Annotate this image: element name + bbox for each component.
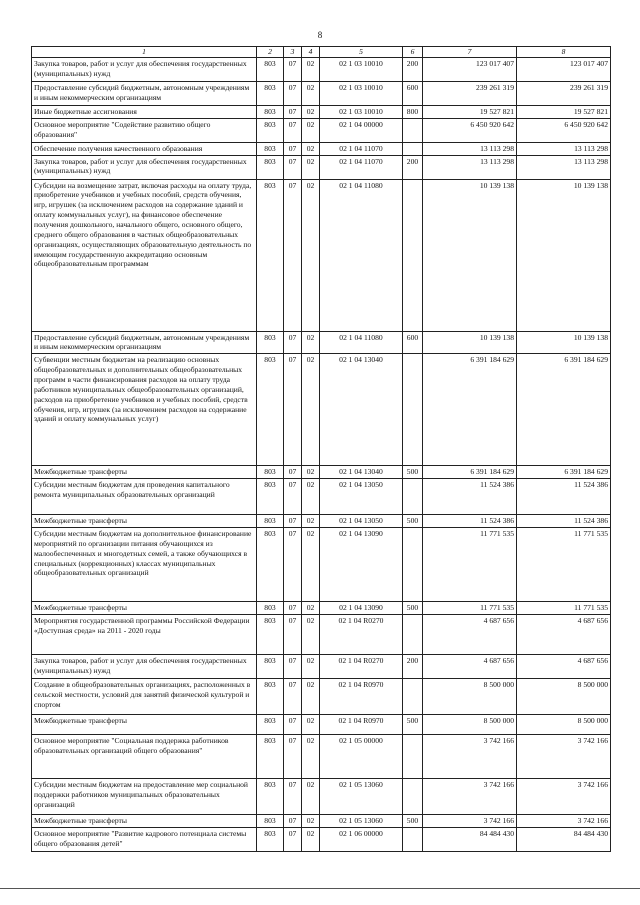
subsection-code: 02 (302, 654, 320, 678)
amount-year-2: 10 139 138 (517, 331, 611, 354)
table-row (32, 479, 611, 515)
amount-year-1: 4 687 656 (423, 654, 517, 678)
target-article-code: 02 1 03 10010 (320, 105, 403, 118)
section-code: 07 (284, 155, 302, 179)
expense-type-code: 500 (403, 714, 423, 734)
row-name: Обеспечение получения качественного образования (32, 142, 257, 155)
amount-year-2: 4 687 656 (517, 614, 611, 654)
ministry-code: 803 (257, 354, 284, 466)
ministry-code: 803 (257, 479, 284, 515)
ministry-code: 803 (257, 778, 284, 814)
ministry-code: 803 (257, 528, 284, 602)
table-row (32, 81, 611, 105)
ministry-code: 803 (257, 602, 284, 615)
expense-type-code: 600 (403, 331, 423, 354)
section-code: 07 (284, 602, 302, 615)
target-article-code: 02 1 06 00000 (320, 827, 403, 851)
amount-year-1: 13 113 298 (423, 142, 517, 155)
row-name: Закупка товаров, работ и услуг для обеспечения государственных (муниципальных) нужд (32, 654, 257, 678)
ministry-code: 803 (257, 734, 284, 778)
target-article-code: 02 1 04 00000 (320, 118, 403, 142)
section-code: 07 (284, 778, 302, 814)
column-header: 4 (302, 47, 320, 58)
column-header: 6 (403, 47, 423, 58)
amount-year-1: 19 527 821 (423, 105, 517, 118)
table-row (32, 515, 611, 528)
section-code: 07 (284, 105, 302, 118)
table-row (32, 614, 611, 654)
amount-year-2: 13 113 298 (517, 155, 611, 179)
subsection-code: 02 (302, 714, 320, 734)
ministry-code: 803 (257, 466, 284, 479)
row-name: Межбюджетные трансферты (32, 515, 257, 528)
table-row (32, 678, 611, 714)
row-name: Закупка товаров, работ и услуг для обеспечения государственных (муниципальных) нужд (32, 155, 257, 179)
row-name: Субсидии местным бюджетам на предоставление мер социальной поддержки работников муниципальных образовательных организаций (32, 778, 257, 814)
section-code: 07 (284, 734, 302, 778)
budget-body (32, 57, 611, 851)
subsection-code: 02 (302, 155, 320, 179)
amount-year-1: 8 500 000 (423, 714, 517, 734)
amount-year-1: 84 484 430 (423, 827, 517, 851)
expense-type-code (403, 734, 423, 778)
expense-type-code: 600 (403, 81, 423, 105)
ministry-code: 803 (257, 331, 284, 354)
subsection-code: 02 (302, 678, 320, 714)
expense-type-code (403, 142, 423, 155)
subsection-code: 02 (302, 602, 320, 615)
table-row (32, 179, 611, 331)
section-code: 07 (284, 466, 302, 479)
ministry-code: 803 (257, 155, 284, 179)
row-name: Межбюджетные трансферты (32, 814, 257, 827)
expense-type-code: 200 (403, 654, 423, 678)
table-row (32, 714, 611, 734)
section-code: 07 (284, 827, 302, 851)
target-article-code: 02 1 04 R0270 (320, 614, 403, 654)
section-code: 07 (284, 81, 302, 105)
row-name: Мероприятия государственной программы Российской Федерации «Доступная среда» на 2011 - 2020 годы (32, 614, 257, 654)
table-row (32, 118, 611, 142)
expense-type-code: 200 (403, 57, 423, 81)
ministry-code: 803 (257, 827, 284, 851)
target-article-code: 02 1 04 11070 (320, 142, 403, 155)
row-name: Предоставление субсидий бюджетным, автономным учреждениям и иным некоммерческим организациям (32, 81, 257, 105)
table-row (32, 602, 611, 615)
amount-year-1: 11 771 535 (423, 602, 517, 615)
column-number-row (32, 47, 611, 58)
section-code: 07 (284, 614, 302, 654)
amount-year-2: 3 742 166 (517, 734, 611, 778)
subsection-code: 02 (302, 331, 320, 354)
expense-type-code (403, 827, 423, 851)
amount-year-2: 84 484 430 (517, 827, 611, 851)
table-row (32, 331, 611, 354)
target-article-code: 02 1 04 13040 (320, 466, 403, 479)
ministry-code: 803 (257, 118, 284, 142)
ministry-code: 803 (257, 654, 284, 678)
amount-year-1: 11 524 386 (423, 515, 517, 528)
ministry-code: 803 (257, 142, 284, 155)
section-code: 07 (284, 118, 302, 142)
amount-year-1: 13 113 298 (423, 155, 517, 179)
column-header: 5 (320, 47, 403, 58)
expense-type-code (403, 479, 423, 515)
amount-year-2: 11 771 535 (517, 528, 611, 602)
section-code: 07 (284, 179, 302, 331)
subsection-code: 02 (302, 479, 320, 515)
row-name: Основное мероприятие "Развитие кадрового потенциала системы общего образования детей" (32, 827, 257, 851)
subsection-code: 02 (302, 354, 320, 466)
amount-year-1: 3 742 166 (423, 778, 517, 814)
subsection-code: 02 (302, 105, 320, 118)
amount-year-2: 11 771 535 (517, 602, 611, 615)
table-row (32, 466, 611, 479)
amount-year-1: 6 450 920 642 (423, 118, 517, 142)
target-article-code: 02 1 04 R0970 (320, 678, 403, 714)
expense-type-code (403, 528, 423, 602)
ministry-code: 803 (257, 105, 284, 118)
subsection-code: 02 (302, 57, 320, 81)
amount-year-2: 19 527 821 (517, 105, 611, 118)
target-article-code: 02 1 03 10010 (320, 81, 403, 105)
amount-year-1: 239 261 319 (423, 81, 517, 105)
section-code: 07 (284, 814, 302, 827)
section-code: 07 (284, 714, 302, 734)
expense-type-code: 800 (403, 105, 423, 118)
amount-year-1: 4 687 656 (423, 614, 517, 654)
table-row (32, 778, 611, 814)
subsection-code: 02 (302, 528, 320, 602)
section-code: 07 (284, 515, 302, 528)
section-code: 07 (284, 528, 302, 602)
amount-year-2: 11 524 386 (517, 479, 611, 515)
ministry-code: 803 (257, 714, 284, 734)
expense-type-code: 500 (403, 814, 423, 827)
amount-year-2: 239 261 319 (517, 81, 611, 105)
expense-type-code: 500 (403, 515, 423, 528)
amount-year-1: 10 139 138 (423, 179, 517, 331)
amount-year-2: 8 500 000 (517, 678, 611, 714)
row-name: Предоставление субсидий бюджетным, автономным учреждениям и иным некоммерческим организациям (32, 331, 257, 354)
amount-year-2: 6 391 184 629 (517, 354, 611, 466)
section-code: 07 (284, 57, 302, 81)
target-article-code: 02 1 04 13050 (320, 515, 403, 528)
target-article-code: 02 1 04 11070 (320, 155, 403, 179)
subsection-code: 02 (302, 734, 320, 778)
table-row (32, 142, 611, 155)
subsection-code: 02 (302, 778, 320, 814)
expense-type-code: 500 (403, 466, 423, 479)
column-header: 2 (257, 47, 284, 58)
target-article-code: 02 1 04 13090 (320, 602, 403, 615)
ministry-code: 803 (257, 81, 284, 105)
row-name: Субсидии местным бюджетам для проведения капитального ремонта муниципальных образовательных организаций (32, 479, 257, 515)
row-name: Субсидии местным бюджетам на дополнительное финансирование мероприятий по организации питания обучающихся из малообеспеченных и многодетных семей, а также обучающихся в специальных (коррекционных) классах муниципальных общеобразовательных организаций (32, 528, 257, 602)
expense-type-code: 500 (403, 602, 423, 615)
amount-year-2: 3 742 166 (517, 778, 611, 814)
column-header: 7 (423, 47, 517, 58)
section-code: 07 (284, 331, 302, 354)
target-article-code: 02 1 04 11080 (320, 331, 403, 354)
ministry-code: 803 (257, 515, 284, 528)
section-code: 07 (284, 142, 302, 155)
column-header: 8 (517, 47, 611, 58)
ministry-code: 803 (257, 614, 284, 654)
target-article-code: 02 1 05 13060 (320, 814, 403, 827)
amount-year-2: 6 450 920 642 (517, 118, 611, 142)
table-row (32, 57, 611, 81)
table-row (32, 105, 611, 118)
table-row (32, 354, 611, 466)
row-name: Субвенции местным бюджетам на реализацию основных общеобразовательных и дополнительных общеобразовательных программ в части финансирования расходов на оплату труда работников муниципальных общеобразовательных организаций, расходов на приобретение учебников и учебных пособий, средств обучения, игр, игрушек (за исключением расходов на содержание зданий и оплату коммунальных услуг) (32, 354, 257, 466)
subsection-code: 02 (302, 118, 320, 142)
amount-year-1: 3 742 166 (423, 734, 517, 778)
expense-type-code (403, 778, 423, 814)
amount-year-2: 10 139 138 (517, 179, 611, 331)
column-header: 1 (32, 47, 257, 58)
table-row (32, 528, 611, 602)
section-code: 07 (284, 678, 302, 714)
row-name: Межбюджетные трансферты (32, 466, 257, 479)
amount-year-1: 8 500 000 (423, 678, 517, 714)
amount-year-1: 3 742 166 (423, 814, 517, 827)
subsection-code: 02 (302, 614, 320, 654)
page-bottom-border (0, 888, 640, 889)
amount-year-1: 6 391 184 629 (423, 354, 517, 466)
section-code: 07 (284, 654, 302, 678)
expense-type-code (403, 614, 423, 654)
subsection-code: 02 (302, 814, 320, 827)
amount-year-2: 4 687 656 (517, 654, 611, 678)
target-article-code: 02 1 04 R0970 (320, 714, 403, 734)
column-header: 3 (284, 47, 302, 58)
amount-year-1: 6 391 184 629 (423, 466, 517, 479)
row-name: Субсидии на возмещение затрат, включая расходы на оплату труда, приобретение учебников и учебных пособий, средств обучения, игр, игрушек (за исключением расходов на содержание зданий и оплату коммунальных услуг), на финансовое обеспечение получения дошкольного, начального общего, основного общего, среднего общего образования в частных общеобразовательных организациях, осуществляющих образовательную деятельность по имеющим государственную аккредитацию основным общеобразовательным программам (32, 179, 257, 331)
page-number: 8 (317, 30, 323, 40)
amount-year-2: 13 113 298 (517, 142, 611, 155)
expense-type-code (403, 118, 423, 142)
table-row (32, 155, 611, 179)
table-row (32, 734, 611, 778)
subsection-code: 02 (302, 179, 320, 331)
section-code: 07 (284, 479, 302, 515)
amount-year-2: 11 524 386 (517, 515, 611, 528)
section-code: 07 (284, 354, 302, 466)
row-name: Межбюджетные трансферты (32, 714, 257, 734)
table-row (32, 814, 611, 827)
row-name: Закупка товаров, работ и услуг для обеспечения государственных (муниципальных) нужд (32, 57, 257, 81)
amount-year-2: 123 017 407 (517, 57, 611, 81)
ministry-code: 803 (257, 57, 284, 81)
target-article-code: 02 1 04 11080 (320, 179, 403, 331)
row-name: Основное мероприятие "Содействие развитию общего образования" (32, 118, 257, 142)
row-name: Межбюджетные трансферты (32, 602, 257, 615)
table-row (32, 654, 611, 678)
amount-year-1: 123 017 407 (423, 57, 517, 81)
subsection-code: 02 (302, 827, 320, 851)
subsection-code: 02 (302, 515, 320, 528)
expense-type-code (403, 678, 423, 714)
subsection-code: 02 (302, 81, 320, 105)
row-name: Создание в общеобразовательных организациях, расположенных в сельской местности, условий для занятий физической культурой и спортом (32, 678, 257, 714)
budget-table (31, 46, 611, 852)
target-article-code: 02 1 03 10010 (320, 57, 403, 81)
expense-type-code (403, 179, 423, 331)
target-article-code: 02 1 04 R0270 (320, 654, 403, 678)
subsection-code: 02 (302, 142, 320, 155)
expense-type-code: 200 (403, 155, 423, 179)
expense-type-code (403, 354, 423, 466)
table-row (32, 827, 611, 851)
target-article-code: 02 1 04 13050 (320, 479, 403, 515)
subsection-code: 02 (302, 466, 320, 479)
amount-year-2: 6 391 184 629 (517, 466, 611, 479)
target-article-code: 02 1 05 13060 (320, 778, 403, 814)
ministry-code: 803 (257, 179, 284, 331)
amount-year-2: 8 500 000 (517, 714, 611, 734)
ministry-code: 803 (257, 678, 284, 714)
target-article-code: 02 1 04 13040 (320, 354, 403, 466)
amount-year-1: 11 524 386 (423, 479, 517, 515)
row-name: Основное мероприятие "Социальная поддержка работников образовательных организаций общего образования" (32, 734, 257, 778)
amount-year-1: 10 139 138 (423, 331, 517, 354)
target-article-code: 02 1 05 00000 (320, 734, 403, 778)
amount-year-2: 3 742 166 (517, 814, 611, 827)
target-article-code: 02 1 04 13090 (320, 528, 403, 602)
amount-year-1: 11 771 535 (423, 528, 517, 602)
row-name: Иные бюджетные ассигнования (32, 105, 257, 118)
ministry-code: 803 (257, 814, 284, 827)
